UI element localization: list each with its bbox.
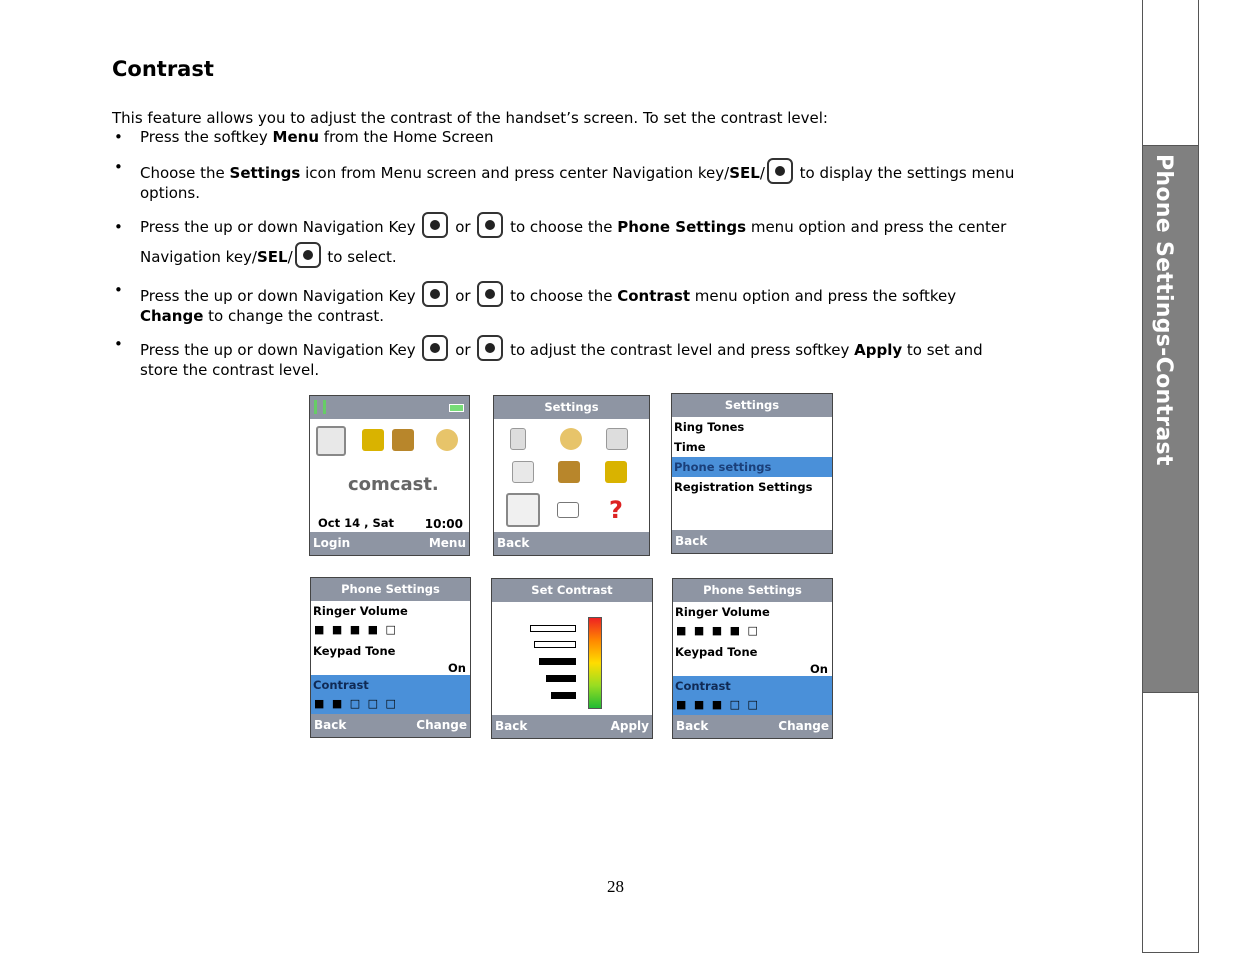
softkey-left[interactable]: Back [676,719,709,733]
intro-text: This feature allows you to adjust the contrast of the handset’s screen. To set the contrast level: [112,109,828,127]
select-key-icon [767,158,793,184]
set-contrast-screen [491,578,653,739]
step-4: • Press the up or down Navigation Key or to choose the Contrast menu option and press the softkey Change to change the contrast. [112,281,1022,326]
softkey-right[interactable]: Change [778,719,829,733]
home-date: Oct 14 , Sat [318,516,395,530]
cloud-icon [436,429,458,451]
select-key-icon [295,242,321,268]
step-3: • Press the up or down Navigation Key or to choose the Phone Settings menu option and press the center Navigation key/SEL/ to select. [112,212,1022,272]
screen-title: Phone Settings [673,579,832,602]
softkey-left[interactable]: Back [497,536,530,550]
menu-item-phone-settings[interactable]: Phone settings [672,457,832,477]
contrast-label: Contrast [675,679,731,693]
help-icon: ? [609,496,623,524]
softkey-left[interactable]: Back [495,719,528,733]
contrast-bar-1 [530,625,576,632]
softkey-bar [311,714,470,737]
keypad-tone-label[interactable]: Keypad Tone [675,645,758,659]
step-1: • Press the softkey Menu from the Home Screen [112,128,1022,147]
logo: comcast. [348,474,439,495]
menu-item-registration[interactable]: Registration Settings [674,480,813,494]
nav-up-key-icon [422,335,448,361]
section-tab [1142,145,1199,693]
ringer-volume-level: ■ ■ ■ ■ □ [314,623,398,636]
page-title: Contrast [112,57,214,81]
phone-settings-screen-2 [672,578,833,739]
keypad-tone-value: On [448,661,466,675]
book-icon [558,461,580,483]
cloud-icon [560,428,582,450]
home-screen [309,395,470,556]
nav-up-key-icon [422,281,448,307]
phone-settings-screen-1 [310,577,471,738]
screen-title: Phone Settings [311,578,470,601]
softkey-bar [492,715,652,738]
contrast-scale [588,617,602,709]
menu-item-ring-tones[interactable]: Ring Tones [674,420,745,434]
softkey-right[interactable]: Menu [428,536,466,550]
battery-icon [449,404,464,412]
menu-item-time[interactable]: Time [674,440,706,454]
softkey-right[interactable]: Change [416,718,467,732]
phonebook-icon [512,461,534,483]
phone-icon [362,429,384,451]
contrast-bar-3 [539,658,576,665]
signal-icon [314,400,326,414]
softkey-bar [673,715,832,738]
contrast-bar-5 [551,692,576,699]
ringer-volume-level: ■ ■ ■ ■ □ [676,624,760,637]
phone-icon [605,461,627,483]
step-2: • Choose the Settings icon from Menu screen and press center Navigation key/SEL/ to display the settings menu options. [112,158,1022,203]
softkey-left[interactable]: Back [314,718,347,732]
contrast-bar-4 [546,675,576,682]
mail-icon [557,502,579,518]
nav-down-key-icon [477,281,503,307]
home-time: 10:00 [424,517,463,531]
keypad-tone-value: On [810,662,828,676]
contrast-bar-2 [534,641,576,648]
phonebook-icon [316,426,346,456]
section-tab-label: Phone Settings-Contrast [1151,154,1176,466]
ringer-volume-label[interactable]: Ringer Volume [675,605,770,619]
side-frame-top [1142,0,1199,146]
contrast-row[interactable] [311,675,470,715]
nav-up-key-icon [422,212,448,238]
screen-title: Settings [672,394,832,417]
display-icon [606,428,628,450]
screen-title: Settings [494,396,649,419]
contrast-label: Contrast [313,678,369,692]
tools-icon [506,493,540,527]
keypad-tone-label[interactable]: Keypad Tone [313,644,396,658]
settings-list-screen [671,393,833,554]
ringer-volume-label[interactable]: Ringer Volume [313,604,408,618]
side-frame-bottom [1142,692,1199,953]
notebook-icon [510,428,526,450]
softkey-bar [310,532,469,555]
book-icon [392,429,414,451]
softkey-bar [672,530,832,553]
softkey-left[interactable]: Login [313,536,351,550]
contrast-level: ■ ■ □ □ □ [314,697,398,710]
screen-title: Set Contrast [492,579,652,602]
settings-icons-screen [493,395,650,556]
contrast-level: ■ ■ ■ □ □ [676,698,760,711]
softkey-bar [494,532,649,555]
step-5: • Press the up or down Navigation Key or to adjust the contrast level and press softkey Apply to set and store the contrast level. [112,335,1022,380]
page-number: 28 [607,877,624,896]
softkey-right[interactable]: Apply [610,719,649,733]
contrast-row[interactable] [673,676,832,716]
nav-down-key-icon [477,212,503,238]
steps-list [112,128,1022,380]
status-bar [310,396,469,419]
softkey-left[interactable]: Back [675,534,708,548]
nav-down-key-icon [477,335,503,361]
